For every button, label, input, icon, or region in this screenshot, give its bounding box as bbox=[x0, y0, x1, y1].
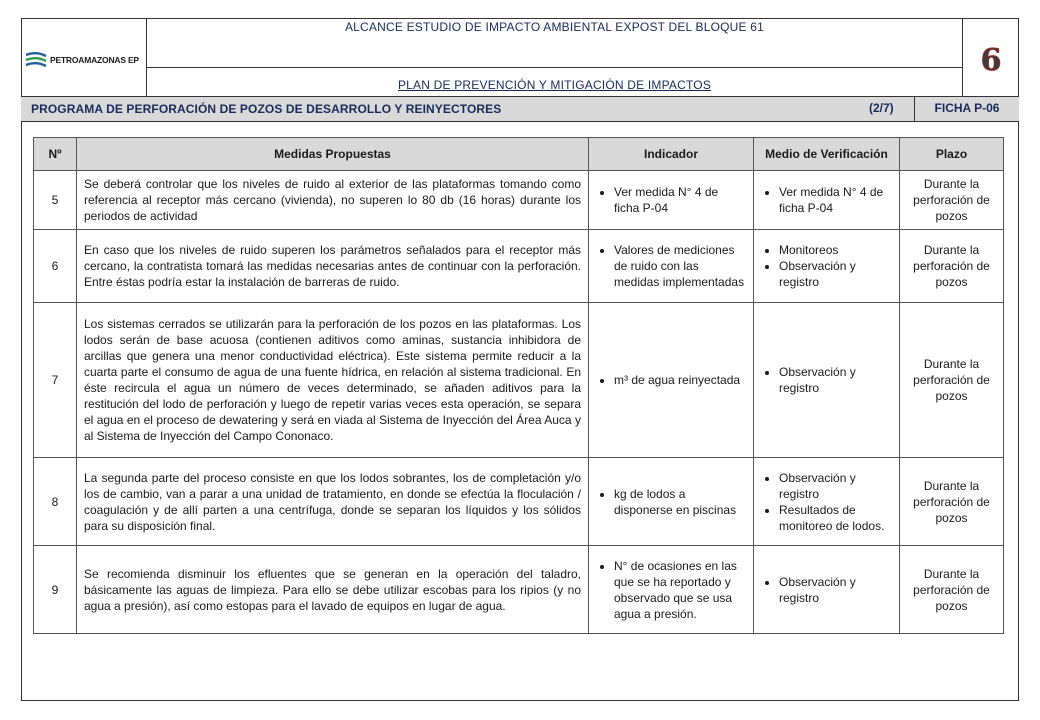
table-row bbox=[34, 230, 1004, 303]
section-number-icon bbox=[974, 43, 1008, 77]
program-bar bbox=[21, 96, 1019, 122]
verification-item: • Observación y registro bbox=[779, 258, 892, 290]
row-verification bbox=[754, 458, 900, 546]
section-badge bbox=[962, 18, 1019, 102]
row-number: 6 bbox=[34, 230, 77, 303]
verification-item: • Observación y registro bbox=[779, 470, 892, 502]
row-indicator bbox=[589, 303, 754, 458]
row-number: 9 bbox=[34, 546, 77, 634]
row-verification bbox=[754, 171, 900, 230]
document-title: ALCANCE ESTUDIO DE IMPACTO AMBIENTAL EXPOST DEL BLOQUE 61 bbox=[147, 18, 962, 68]
row-indicator bbox=[589, 546, 754, 634]
document-subtitle: PLAN DE PREVENCIÓN Y MITIGACIÓN DE IMPACTOS bbox=[397, 78, 712, 92]
row-term: Durante la perforación de pozos bbox=[900, 171, 1004, 230]
logo-text: PETROAMAZONAS EP bbox=[50, 55, 139, 65]
verification-item: • Observación y registro bbox=[779, 574, 892, 606]
row-term: Durante la perforación de pozos bbox=[900, 458, 1004, 546]
row-verification bbox=[754, 546, 900, 634]
row-measure: Se deberá controlar que los niveles de ruido al exterior de las plataformas tomando como referencia al receptor más cercano (vivienda), no superen lo 80 db (16 horas) durante los periodos de actividad bbox=[77, 171, 589, 230]
col-header-indicator: Indicador bbox=[589, 138, 754, 171]
col-header-term: Plazo bbox=[900, 138, 1004, 171]
row-measure: En caso que los niveles de ruido superen los parámetros señalados para el receptor más cercano, la contratista tomará las medidas necesarias antes de continuar con la perforación. Entre éstas podría estar la instalación de barreras de ruido. bbox=[77, 230, 589, 303]
row-indicator bbox=[589, 230, 754, 303]
row-measure: La segunda parte del proceso consiste en que los lodos sobrantes, los de completación y/o los de cambio, van a parar a una unidad de tratamiento, en donde se efectúa la floculación / coagulación y de allí parten a una centrífuga, donde se separan los líquidos y los sólidos para su disposición final. bbox=[77, 458, 589, 546]
col-header-verification: Medio de Verificación bbox=[754, 138, 900, 171]
svg-text:6: 6 bbox=[980, 43, 1002, 77]
ficha-code: FICHA P-06 bbox=[914, 96, 1019, 122]
row-number: 7 bbox=[34, 303, 77, 458]
program-title: PROGRAMA DE PERFORACIÓN DE POZOS DE DESARROLLO Y REINYECTORES bbox=[31, 102, 502, 116]
row-term: Durante la perforación de pozos bbox=[900, 303, 1004, 458]
col-header-number: Nº bbox=[34, 138, 77, 171]
page-indicator: (2/7) bbox=[869, 101, 894, 115]
verification-item: • Ver medida N° 4 de ficha P-04 bbox=[779, 184, 892, 216]
table-row bbox=[34, 303, 1004, 458]
indicator-item: • Ver medida N° 4 de ficha P-04 bbox=[614, 184, 746, 216]
indicator-item: • Valores de mediciones de ruido con las medidas implementadas bbox=[614, 242, 746, 290]
measures-table bbox=[33, 137, 1004, 634]
company-logo bbox=[21, 18, 147, 102]
table-header-row bbox=[34, 138, 1004, 171]
row-term: Durante la perforación de pozos bbox=[900, 546, 1004, 634]
row-indicator bbox=[589, 171, 754, 230]
verification-item: • Monitoreos bbox=[779, 242, 892, 258]
table-row bbox=[34, 546, 1004, 634]
indicator-item: • N° de ocasiones en las que se ha reportado y observado que se usa agua a presión. bbox=[614, 558, 746, 622]
indicator-item: • kg de lodos a disponerse en piscinas bbox=[614, 486, 746, 518]
row-measure: Se recomienda disminuir los efluentes que se generan en la operación del taladro, básicamente las aguas de limpieza. Para ello se debe utilizar escobas para los ripios (y no agua a presión), así como estopas para el lavado de equipos en lugar de agua. bbox=[77, 546, 589, 634]
table-row bbox=[34, 171, 1004, 230]
row-verification bbox=[754, 230, 900, 303]
row-number: 5 bbox=[34, 171, 77, 230]
verification-item: • Resultados de monitoreo de lodos. bbox=[779, 502, 892, 534]
row-measure: Los sistemas cerrados se utilizarán para la perforación de los pozos en las plataformas. Los lodos serán de base acuosa (contienen aditivos como aminas, sustancia inhibidora de arcillas que genera una menor conductividad eléctrica). Este sistema permite reducir a la cuarta parte el consumo de agua de una fuente hídrica, en relación al sistema tradicional. En éste recircula el agua un número de veces determinado, se añaden aditivos para la restitución del lodo de perforación y luego de repetir varias veces esta operación, se separa el agua en el proceso de dewatering y será en viada al Sistema de Inyección del Área Auca y al Sistema de Inyección del Campo Cononaco. bbox=[77, 303, 589, 458]
logo-mark-icon bbox=[25, 51, 47, 69]
verification-item: • Observación y registro bbox=[779, 364, 892, 396]
table-row bbox=[34, 458, 1004, 546]
row-term: Durante la perforación de pozos bbox=[900, 230, 1004, 303]
indicator-item: • m³ de agua reinyectada bbox=[614, 372, 746, 388]
row-indicator bbox=[589, 458, 754, 546]
row-verification bbox=[754, 303, 900, 458]
row-number: 8 bbox=[34, 458, 77, 546]
col-header-measures: Medidas Propuestas bbox=[77, 138, 589, 171]
